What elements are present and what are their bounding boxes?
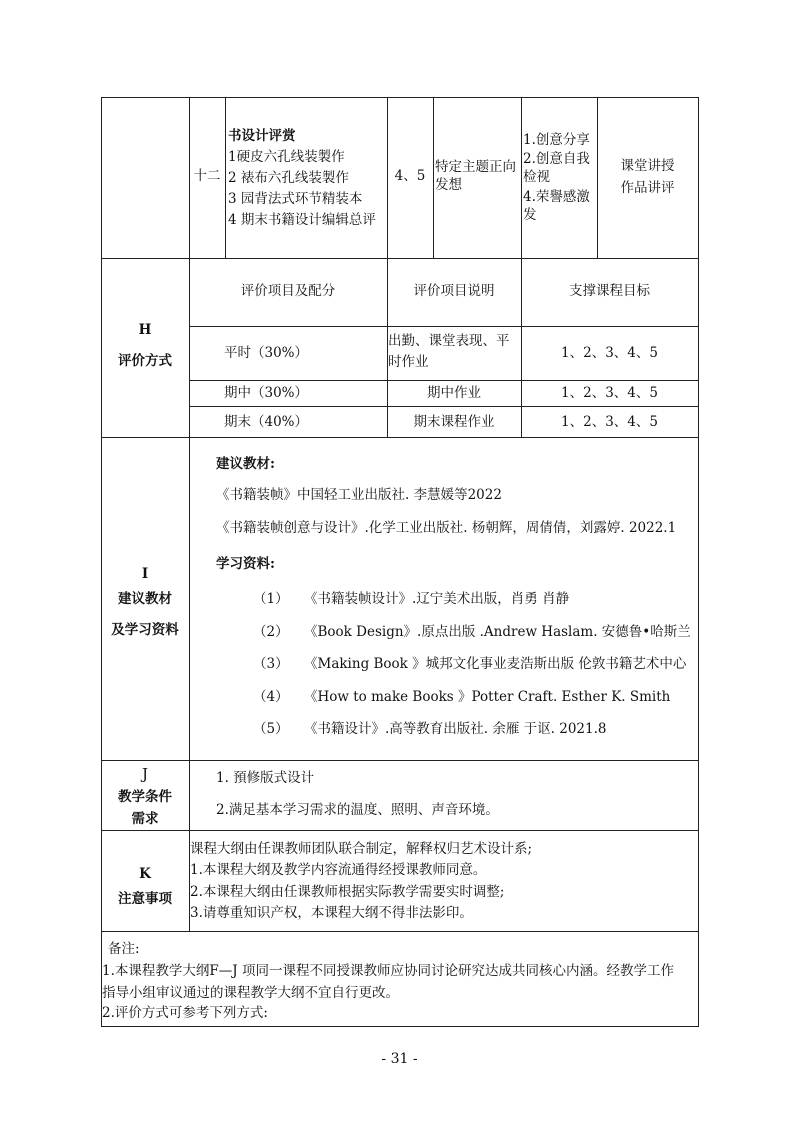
j-item-1: 1. 預修版式设计 <box>216 770 315 786</box>
h-row2-target: 1、2、3、4、5 <box>561 385 658 401</box>
row12-goal-1: 1.创意分享 <box>523 132 590 148</box>
h-header-bottom <box>189 326 699 327</box>
row12-divider-4 <box>433 97 434 259</box>
h-header-desc: 评价项目说明 <box>413 283 495 299</box>
material-2-num: （2） <box>253 624 289 640</box>
row12-method-1: 课堂讲授 <box>620 158 675 174</box>
row12-weeks: 4、5 <box>394 168 426 184</box>
page-number: - 31 - <box>381 1051 418 1067</box>
section-h-letter: H <box>138 322 152 338</box>
material-3-num: （3） <box>253 656 289 672</box>
row12-item-4: 4 期末书籍设计编辑总评 <box>228 212 376 228</box>
row12-item-3: 3 园背法式环节精装本 <box>228 191 363 207</box>
table-border-left <box>101 97 102 1027</box>
h-row1-item: 平时（30%） <box>224 345 309 361</box>
section-j-letter: J <box>141 765 148 783</box>
notes-line-3: 2.评价方式可参考下列方式: <box>102 1005 268 1021</box>
material-4-num: （4） <box>253 689 289 705</box>
h-section-bottom <box>101 437 699 438</box>
row12-bottom <box>101 258 699 259</box>
row12-method-2: 作品讲评 <box>620 180 675 196</box>
section-k-name: 注意事项 <box>118 891 172 907</box>
h-row3-item: 期末（40%） <box>224 414 309 430</box>
row12-goal-2: 2.创意自我检视 <box>523 151 590 185</box>
k-line-1: 课程大纲由任课教师团队联合制定，解释权归艺术设计系; <box>190 841 533 857</box>
row12-title: 书设计评赏 <box>228 128 296 144</box>
section-j-name-1: 教学条件 <box>118 789 172 805</box>
row12-number: 十二 <box>193 168 221 184</box>
table-border-bottom <box>101 1026 699 1027</box>
k-section-bottom <box>101 931 699 932</box>
h-header-item: 评价项目及配分 <box>240 283 336 299</box>
section-i-name-1: 建议教材 <box>118 591 172 607</box>
h-row1-desc: 出勤、课堂表现、平时作业 <box>388 333 510 370</box>
k-line-3: 2.本课程大纲由任课教师根据实际教学需要实时调整; <box>190 884 505 900</box>
h-header-target: 支撑课程目标 <box>569 283 650 299</box>
textbook-2: 《书籍装帧创意与设计》.化学工业出版社. 杨朝辉，周倩倩，刘露婷. 2022.1 <box>216 520 677 536</box>
h-row2-desc: 期中作业 <box>427 385 481 401</box>
row12-item-1: 1硬皮六孔线装製作 <box>228 149 345 165</box>
notes-line-1: 1.本课程教学大纲F—J 项同一课程不同授课教师应协同讨论研究达成共同核心内涵。经教学工作 <box>102 963 674 979</box>
section-i-letter: I <box>141 566 149 582</box>
section-j-name-2: 需求 <box>131 811 159 827</box>
material-1-text: 《书籍装帧设计》.辽宁美术出版，肖勇 肖静 <box>304 591 570 607</box>
textbook-heading: 建议教材: <box>216 456 275 472</box>
j-section-bottom <box>101 830 699 831</box>
notes-line-2: 指导小组审议通过的课程教学大纲不宜自行更改。 <box>102 985 399 1001</box>
textbook-1: 《书籍装帧》中国轻工业出版社. 李慧媛等2022 <box>216 487 502 503</box>
notes-heading: 备注: <box>108 941 140 957</box>
h-row3-desc: 期末课程作业 <box>413 414 495 430</box>
h-row1-target: 1、2、3、4、5 <box>561 345 658 361</box>
material-1-num: （1） <box>253 591 289 607</box>
k-line-2: 1.本课程大纲及教学内容流通得经授课教师同意。 <box>190 862 487 878</box>
materials-heading: 学习资料: <box>216 556 275 572</box>
h-row2-bottom <box>189 406 699 407</box>
section-h-name: 评价方式 <box>118 353 172 369</box>
h-row1-bottom <box>189 380 699 381</box>
row12-divider-6 <box>597 97 598 259</box>
row12-goal-3: 4.荣譽感激发 <box>523 189 590 223</box>
material-2-text: 《Book Design》.原点出版 .Andrew Haslam. 安德鲁•哈斯兰 <box>304 624 691 640</box>
row12-divider-2 <box>225 97 226 259</box>
section-i-name-2: 及学习资料 <box>111 622 179 638</box>
material-3-text: 《Making Book 》城邦文化事业麦浩斯出版 伦敦书籍艺术中心 <box>304 656 687 672</box>
j-item-2: 2.满足基本学习需求的温度、照明、声音环境。 <box>216 802 499 818</box>
row12-item-2: 2 裱布六孔线装製作 <box>228 170 349 186</box>
row12-divider-5 <box>521 97 522 259</box>
h-row2-item: 期中（30%） <box>224 385 309 401</box>
k-line-4: 3.请尊重知识产权，本课程大纲不得非法影印。 <box>190 905 473 921</box>
h-row3-target: 1、2、3、4、5 <box>561 414 658 430</box>
row12-focus: 特定主题正向发想 <box>435 159 516 193</box>
table-border-top <box>101 97 699 98</box>
i-section-bottom <box>101 760 699 761</box>
section-k-letter: K <box>139 866 151 882</box>
material-5-num: （5） <box>253 721 289 737</box>
material-4-text: 《How to make Books 》Potter Craft. Esther K. Smith <box>304 689 671 705</box>
table-border-right <box>698 97 699 1027</box>
material-5-text: 《书籍设计》.高等教育出版社. 余雁 于讴. 2021.8 <box>304 721 607 737</box>
